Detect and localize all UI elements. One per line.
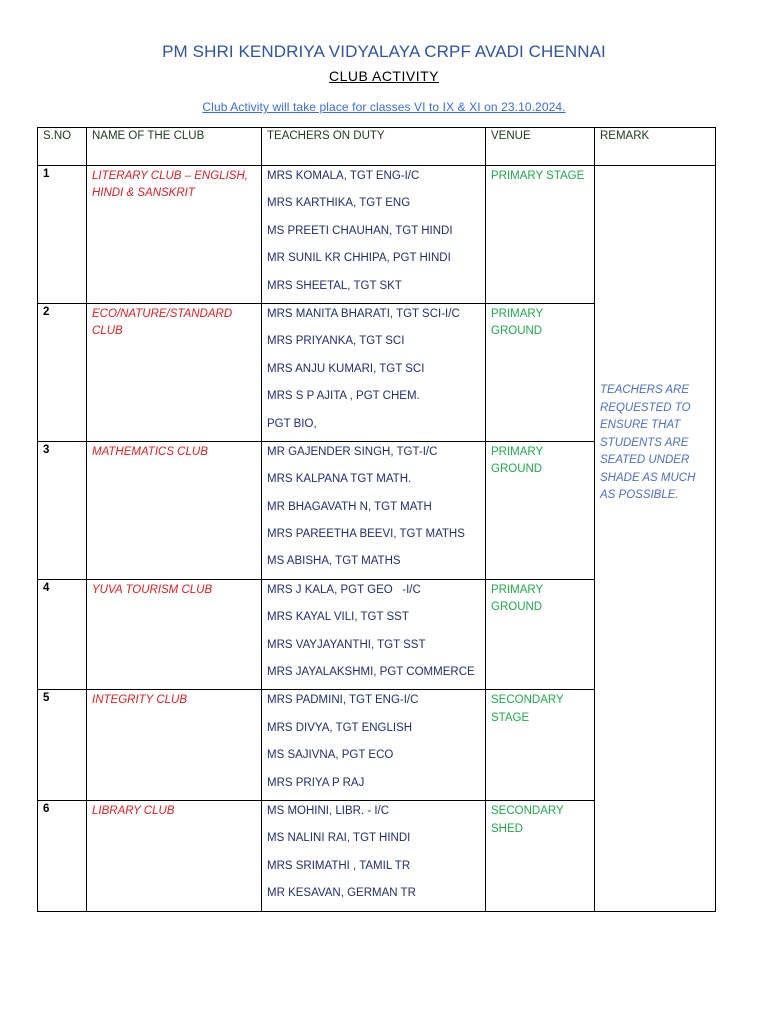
row-venue: PRIMARY GROUND bbox=[486, 579, 595, 690]
teacher-name: MRS KAYAL VILI, TGT SST bbox=[267, 611, 409, 624]
row-venue: PRIMARY GROUND bbox=[486, 441, 595, 579]
teacher-name: MRS JAYALAKSHMI, PGT COMMERCE bbox=[267, 666, 475, 679]
row-sno: 2 bbox=[38, 303, 87, 441]
column-header-venue: VENUE bbox=[486, 128, 595, 166]
teacher-name: MRS S P AJITA , PGT CHEM. bbox=[267, 390, 420, 403]
column-header-club: NAME OF THE CLUB bbox=[87, 128, 262, 166]
row-sno: 4 bbox=[38, 579, 87, 690]
teacher-name: MRS SRIMATHI , TAMIL TR bbox=[267, 859, 411, 872]
remark-text: TEACHERS ARE REQUESTED TO ENSURE THAT STUDENTS ARE SEATED UNDER SHADE AS MUCH AS POSSIBLE. bbox=[600, 384, 696, 502]
row-club-name: INTEGRITY CLUB bbox=[87, 690, 262, 801]
teacher-name: MRS PRIYA P RAJ bbox=[267, 776, 365, 789]
row-club-name: MATHEMATICS CLUB bbox=[87, 441, 262, 579]
row-club-name: ECO/NATURE/STANDARD CLUB bbox=[87, 303, 262, 441]
row-sno: 5 bbox=[38, 690, 87, 801]
row-club-name: YUVA TOURISM CLUB bbox=[87, 579, 262, 690]
teacher-name: MS ABISHA, TGT MATHS bbox=[267, 555, 401, 568]
column-header-remark: REMARK bbox=[595, 128, 716, 166]
row-sno: 3 bbox=[38, 441, 87, 579]
teacher-name: MRS KOMALA, TGT ENG-I/C bbox=[267, 170, 420, 182]
teacher-name: MS MOHINI, LIBR. - I/C bbox=[267, 805, 390, 818]
row-venue: SECONDARY SHED bbox=[486, 801, 595, 912]
teacher-name: MR KESAVAN, GERMAN TR bbox=[267, 887, 416, 900]
teacher-name: MRS J KALA, PGT GEO -I/C bbox=[267, 583, 421, 596]
row-club-name: LITERARY CLUB – ENGLISH, HINDI & SANSKRIT bbox=[87, 166, 262, 304]
teacher-name: MRS PRIYANKA, TGT SCI bbox=[267, 335, 405, 348]
teacher-name: PGT BIO, bbox=[267, 417, 317, 430]
row-venue: SECONDARY STAGE bbox=[486, 690, 595, 801]
teacher-name: MR GAJENDER SINGH, TGT-I/C bbox=[267, 445, 438, 458]
row-teachers bbox=[262, 441, 486, 579]
teacher-name: MRS KALPANA TGT MATH. bbox=[267, 473, 412, 486]
row-teachers bbox=[262, 801, 486, 912]
column-header-sno: S.NO bbox=[38, 128, 87, 166]
row-teachers bbox=[262, 166, 486, 304]
row-venue: PRIMARY GROUND bbox=[486, 303, 595, 441]
row-club-name: LIBRARY CLUB bbox=[87, 801, 262, 912]
teacher-name: MRS VAYJAYANTHI, TGT SST bbox=[267, 638, 426, 651]
row-sno: 6 bbox=[38, 801, 87, 912]
teacher-name: MRS MANITA BHARATI, TGT SCI-I/C bbox=[267, 307, 460, 320]
activity-notice: Club Activity will take place for classes VI to IX & XI on 23.10.2024. bbox=[202, 100, 566, 114]
table-header-row bbox=[38, 128, 716, 166]
teacher-name: MRS DIVYA, TGT ENGLISH bbox=[267, 721, 413, 734]
teacher-name: MS SAJIVNA, PGT ECO bbox=[267, 749, 394, 762]
teacher-name: MRS KARTHIKA, TGT ENG bbox=[267, 197, 411, 210]
page-subtitle: CLUB ACTIVITY bbox=[329, 68, 439, 84]
teacher-name: MRS ANJU KUMARI, TGT SCI bbox=[267, 362, 425, 375]
teacher-name: MS PREETI CHAUHAN, TGT HINDI bbox=[267, 224, 453, 237]
teacher-name: MR BHAGAVATH N, TGT MATH bbox=[267, 500, 432, 513]
school-title: PM SHRI KENDRIYA VIDYALAYA CRPF AVADI CHENNAI bbox=[162, 42, 606, 61]
teacher-name: MRS PADMINI, TGT ENG-I/C bbox=[267, 694, 419, 707]
table-row bbox=[38, 166, 716, 304]
row-teachers bbox=[262, 303, 486, 441]
row-teachers bbox=[262, 690, 486, 801]
teacher-name: MR SUNIL KR CHHIPA, PGT HINDI bbox=[267, 252, 451, 265]
row-venue: PRIMARY STAGE bbox=[486, 166, 595, 304]
column-header-teachers: TEACHERS ON DUTY bbox=[262, 128, 486, 166]
teacher-name: MS NALINI RAI, TGT HINDI bbox=[267, 832, 411, 845]
row-sno: 1 bbox=[38, 166, 87, 304]
row-teachers bbox=[262, 579, 486, 690]
remark-cell bbox=[595, 166, 716, 912]
club-activity-table bbox=[37, 127, 716, 912]
teacher-name: MRS SHEETAL, TGT SKT bbox=[267, 279, 402, 292]
teacher-name: MRS PAREETHA BEEVI, TGT MATHS bbox=[267, 528, 465, 541]
